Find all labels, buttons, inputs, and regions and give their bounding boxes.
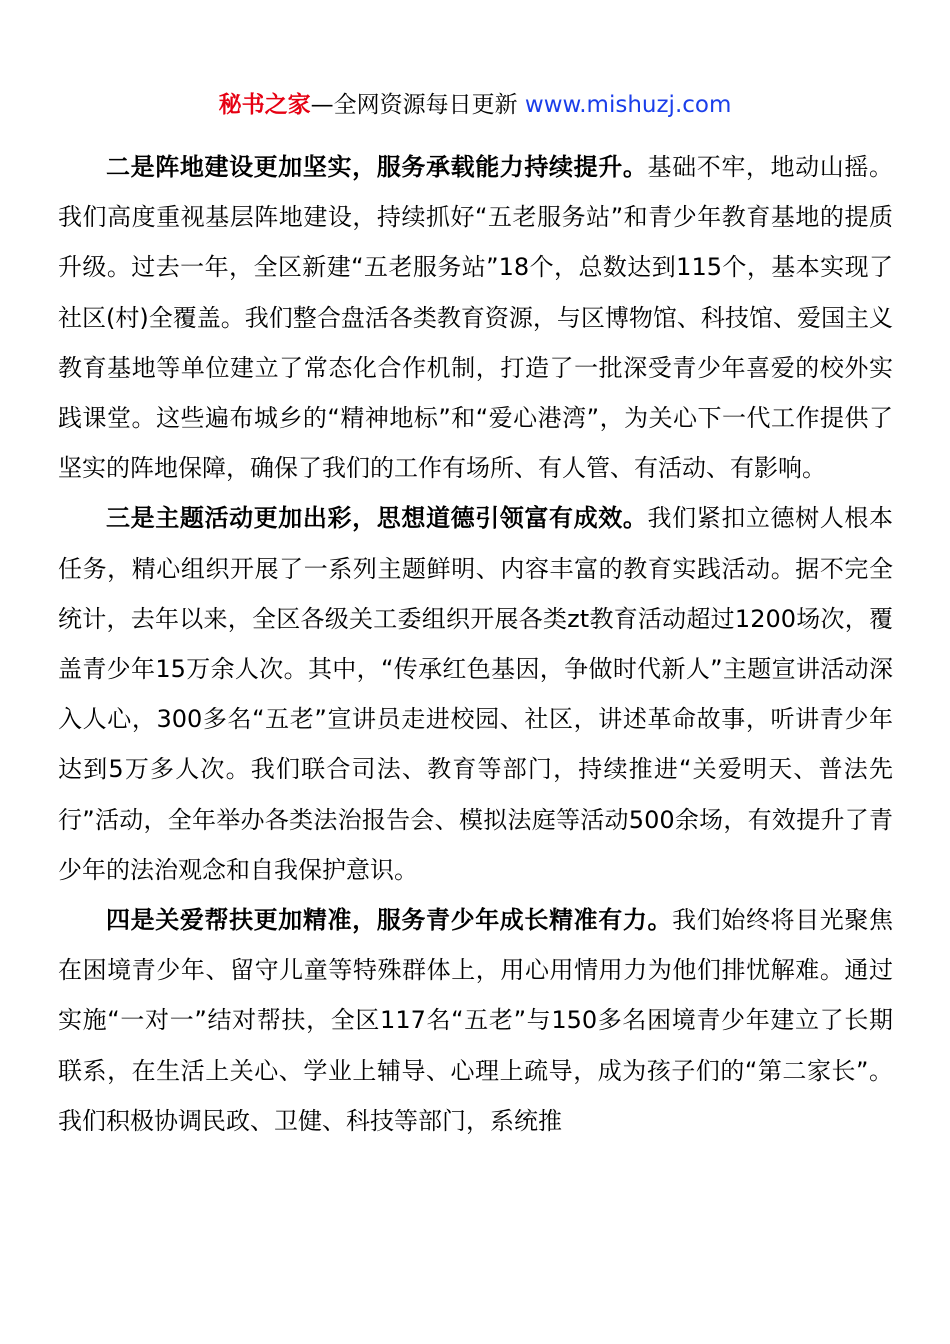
paragraph-lead: 三是主题活动更加出彩，思想道德引领富有成效。	[106, 504, 648, 533]
paragraph-body: 我们始终将目光聚焦在困境青少年、留守儿童等特殊群体上，用心用情用力为他们排忧解难。通过实施“一对一”结对帮扶，全区117名“五老”与150多名困境青少年建立了长期联系，在生活上关心、学业上辅导、心理上疏导，成为孩子们的“第二家长”。我们积极协调民政、卫健、科技等部门，系统推	[58, 906, 894, 1135]
paragraph-theme-activities	[58, 493, 893, 895]
paragraph-lead: 二是阵地建设更加坚实，服务承载能力持续提升。	[106, 153, 648, 181]
site-url-link[interactable]: www.mishuzj.com	[524, 92, 732, 118]
header-tagline: —全网资源每日更新	[310, 92, 525, 118]
document-body	[58, 142, 893, 1146]
site-header	[0, 88, 950, 122]
paragraph-body: 基础不牢，地动山摇。我们高度重视基层阵地建设，持续抓好“五老服务站”和青少年教育基地的提质升级。过去一年，全区新建“五老服务站”18个，总数达到115个，基本实现了社区(村)全覆盖。我们整合盘活各类教育资源，与区博物馆、科技馆、爱国主义教育基地等单位建立了常态化合作机制，打造了一批深受青少年喜爱的校外实践课堂。这些遍布城乡的“精神地标”和“爱心港湾”，为关心下一代工作提供了坚实的阵地保障，确保了我们的工作有场所、有人管、有活动、有影响。	[58, 153, 893, 483]
paragraph-body: 我们紧扣立德树人根本任务，精心组织开展了一系列主题鲜明、内容丰富的教育实践活动。据不完全统计，去年以来，全区各级关工委组织开展各类zt教育活动超过1200场次，覆盖青少年15万余人次。其中，“传承红色基因，争做时代新人”主题宣讲活动深入人心，300多名“五老”宣讲员走进校园、社区，讲述革命故事，听讲青少年达到5万多人次。我们联合司法、教育等部门，持续推进“关爱明天、普法先行”活动，全年举办各类法治报告会、模拟法庭等活动500余场，有效提升了青少年的法治观念和自我保护意识。	[58, 504, 893, 884]
brand-name: 秘书之家	[218, 92, 311, 118]
paragraph-lead: 四是关爱帮扶更加精准，服务青少年成长精准有力。	[106, 906, 673, 935]
paragraph-position-building	[58, 142, 893, 493]
paragraph-care-assistance	[58, 895, 893, 1146]
